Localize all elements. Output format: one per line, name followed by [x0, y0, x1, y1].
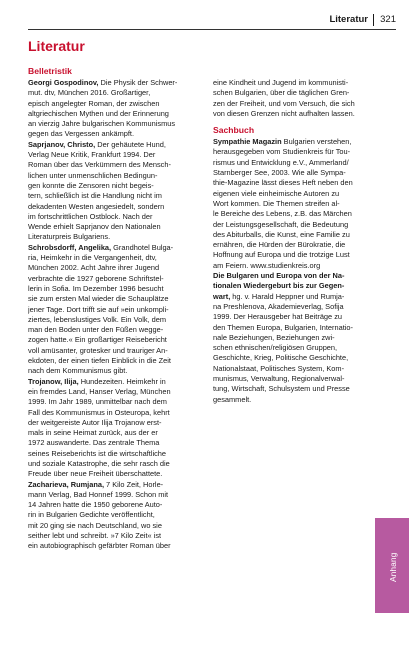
- right-column: [213, 78, 383, 405]
- running-header: [320, 12, 396, 28]
- text-line: [213, 199, 383, 209]
- entry-text: seither lebt und schreibt. »7 Kilo Zeit« ist: [28, 531, 162, 541]
- entry-text: Die Physik der Schwer-: [98, 78, 178, 87]
- entry-text: Freude über neue Freiheit überschattete.: [28, 469, 163, 479]
- text-line: [213, 220, 383, 230]
- entry-text: Roman über das Verkümmern des Mensch-: [28, 160, 171, 170]
- chapter-tab-label: Anhang: [388, 552, 398, 582]
- text-line: [28, 480, 204, 490]
- text-line: [28, 438, 204, 448]
- header-rule: [28, 29, 396, 30]
- entry-text: ein fremdes Land, Hanser Verlag, München: [28, 386, 171, 396]
- entry-text: tung, Wirtschaft, Schulsystem und Presse: [213, 384, 350, 394]
- text-line: [213, 189, 383, 199]
- entry-text: seines Reiseberichts ist die wirtschaftliche: [28, 448, 167, 458]
- text-line: [28, 305, 204, 315]
- text-line: [28, 377, 204, 387]
- entry-text: zogen hatte.« Ein großartiger Reisebericht: [28, 335, 167, 345]
- entry-text: Literaturpreis Bulgariens.: [28, 232, 111, 242]
- left-column: [28, 66, 204, 552]
- header-separator: [373, 14, 374, 26]
- entry-text: mals in seine Heimat zurück, aus der er: [28, 428, 158, 438]
- text-line: [28, 490, 204, 500]
- entry-text: Starnberger See, 2003. Wie alle Sympa-: [213, 168, 346, 178]
- entry-text: ziertes, lebenslustiges Volk. Ein Volk, dem: [28, 314, 167, 324]
- right-column-text: [213, 137, 383, 405]
- entry-author: Georgi Gospodinov,: [28, 78, 99, 87]
- section-title-sachbuch: Sachbuch: [213, 125, 255, 136]
- text-line: [213, 230, 383, 240]
- text-line: [28, 500, 204, 510]
- text-line: [213, 178, 383, 188]
- text-line: [28, 294, 204, 304]
- entry-text: mann Verlag, Bad Honnef 1999. Schon mit: [28, 489, 169, 499]
- entry-text: altgriechischen Mythen und der Erinnerung: [28, 108, 169, 118]
- entry-text: zen der Freiheit, und vom Versuch, die sich: [213, 98, 355, 108]
- entry-text: Der gehäutete Hund,: [95, 139, 166, 149]
- entry-text: ria, Heimkehr in die Vergangenheit, dtv,: [28, 253, 157, 263]
- entry-text: Wende erhielt Saprjanov den Nationalen: [28, 222, 161, 232]
- entry-text: 14 Jahren hatte die 1950 geborene Auto-: [28, 500, 163, 510]
- entry-text: ein autobiographisch gefärbter Roman über: [28, 541, 171, 551]
- entry-author: Trojanow, Ilija,: [28, 376, 79, 386]
- text-line: [28, 449, 204, 459]
- text-line: [28, 222, 204, 232]
- entry-text: episch angelegter Roman, der zwischen: [28, 98, 160, 108]
- entry-text: mit 20 ging sie nach Deutschland, wo sie: [28, 520, 162, 530]
- text-line: [213, 209, 383, 219]
- text-line: [28, 469, 204, 479]
- text-line: [28, 387, 204, 397]
- text-line: [28, 99, 204, 109]
- text-line: [28, 397, 204, 407]
- entry-text: Hundezeiten. Heimkehr in: [78, 376, 166, 386]
- text-line: [28, 459, 204, 469]
- entry-text: mut. dtv, München 2016. Großartiger,: [28, 88, 151, 98]
- entry-text: der Leistungsgesellschaft, die Bedeutung: [213, 219, 349, 229]
- text-line: [28, 212, 204, 222]
- entry-author: tionalen Wiedergeburt bis zur Gegen-: [213, 281, 345, 291]
- text-line: [28, 78, 204, 88]
- entry-text: rismus und Entwicklung e.V., Ammerland/: [213, 157, 349, 167]
- text-line: [213, 384, 383, 394]
- page-title: Literatur: [28, 38, 85, 54]
- entry-text: 1999. Der Herausgeber hat Beiträge zu: [213, 312, 343, 322]
- section-title-belletristik: Belletristik: [28, 66, 72, 76]
- entry-text: schen Bulgarien, über die täglichen Gren-: [213, 88, 350, 98]
- text-line: [28, 171, 204, 181]
- text-line: [213, 374, 383, 384]
- entry-text: ekdoten, der einen tiefen Einblick in die Zeit: [28, 356, 171, 366]
- text-line: [28, 160, 204, 170]
- entry-text: nach dem Kommunismus gibt.: [28, 366, 128, 376]
- entry-text: rin in Bulgarien Gedichte veröffentlicht,: [28, 510, 155, 520]
- entry-text: Geschichte, Krieg, Politische Geschichte,: [213, 353, 349, 363]
- text-line: [28, 346, 204, 356]
- text-line: [28, 418, 204, 428]
- text-line: [213, 147, 383, 157]
- entry-text: von diesen Grenzen nicht aufhalten lassen.: [213, 108, 355, 118]
- text-line: [28, 191, 204, 201]
- text-line: [28, 541, 204, 551]
- text-line: [28, 428, 204, 438]
- entry-text: hg. v. Harald Heppner und Rumja-: [230, 291, 345, 301]
- entry-text: nale Beziehungen, Beziehungen zwi-: [213, 332, 335, 342]
- entry-text: der weitgereiste Autor Ilija Trojanow erst-: [28, 417, 162, 427]
- entry-text: lichen unter unmenschlichen Bedingun-: [28, 170, 158, 180]
- entry-text: dekadenten Westen angesiedelt, sondern: [28, 201, 165, 211]
- entry-text: Fall des Kommunismus in Osteuropa, kehrt: [28, 407, 170, 417]
- entry-text: sie zum ersten Mal wieder die Schauplätze: [28, 294, 169, 304]
- page-number: 321: [380, 14, 396, 25]
- text-line: [213, 302, 383, 312]
- entry-text: verbrachte die 1927 geborene Schriftstel-: [28, 273, 164, 283]
- text-line: [28, 202, 204, 212]
- entry-text: Bulgarien verstehen,: [281, 137, 352, 147]
- entry-text: gegen das Vergessen ankämpft.: [28, 129, 135, 139]
- entry-author: Schrobsdorff, Angelika,: [28, 242, 112, 252]
- text-line: [213, 261, 383, 271]
- entry-text: 1999. Im Jahr 1989, unmittelbar nach dem: [28, 397, 167, 407]
- entry-text: lerin in Sofia. Im Dezember 1996 besucht: [28, 283, 164, 293]
- text-line: [28, 263, 204, 273]
- text-line: [28, 181, 204, 191]
- entry-text: am Feiern. www.studienkreis.org: [213, 260, 321, 270]
- entry-text: gesammelt.: [213, 394, 252, 404]
- entry-text: Hoffnung auf Europa und die trotzige Lust: [213, 250, 350, 260]
- text-line: [213, 395, 383, 405]
- text-line: [28, 232, 204, 242]
- text-line: [28, 109, 204, 119]
- entry-author: Sympathie Magazin: [213, 137, 282, 147]
- entry-text: Nationalstaat, Politisches System, Kom-: [213, 363, 345, 373]
- entry-text: 1972 auswanderte. Das zentrale Thema: [28, 438, 160, 448]
- text-line: [213, 158, 383, 168]
- entry-author: Zacharieva, Rumjana,: [28, 479, 104, 489]
- text-line: [28, 150, 204, 160]
- entry-text: thie-Magazine lässt dieses Heft neben den: [213, 178, 353, 188]
- entry-text: im fortschrittlichen Ostblock. Nach der: [28, 211, 153, 221]
- text-line: [213, 281, 383, 291]
- entry-text: Grandhotel Bulga-: [111, 242, 174, 252]
- text-line: [213, 99, 383, 109]
- text-line: [28, 88, 204, 98]
- entry-text: man den Boden unter den Füßen wegge-: [28, 325, 164, 335]
- text-line: [213, 137, 383, 147]
- entry-text: na Preshlenova, Akademieverlag, Sofija: [213, 301, 344, 311]
- left-column-text: [28, 78, 204, 552]
- entry-text: schen ethnischen/religiösen Gruppen,: [213, 343, 338, 353]
- text-line: [213, 271, 383, 281]
- entry-text: eigenen viele einheimische Autoren zu: [213, 188, 340, 198]
- entry-text: 7 Kilo Zeit, Horle-: [104, 479, 164, 489]
- text-line: [28, 253, 204, 263]
- text-line: [213, 109, 383, 119]
- text-line: [28, 531, 204, 541]
- entry-text: tern, schließlich ist die Handlung nicht im: [28, 191, 162, 201]
- entry-text: munismus, Verwaltung, Regionalverwal-: [213, 374, 345, 384]
- text-line: [28, 243, 204, 253]
- entry-text: ernähren, die Hürden der Bürokratie, die: [213, 240, 346, 250]
- text-line: [213, 323, 383, 333]
- text-line: [28, 284, 204, 294]
- text-line: [28, 129, 204, 139]
- text-line: [28, 315, 204, 325]
- text-line: [213, 292, 383, 302]
- entry-author: Saprjanov, Christo,: [28, 139, 96, 149]
- text-line: [28, 366, 204, 376]
- text-line: [213, 240, 383, 250]
- text-line: [213, 333, 383, 343]
- running-header-title: Literatur: [329, 14, 368, 25]
- text-line: [213, 168, 383, 178]
- entry-text: an vierzig Jahre bulgarischen Kommunismus: [28, 119, 176, 129]
- entry-text: des Abiturballs, die Kunst, eine Familie zu: [213, 229, 350, 239]
- entry-text: und soziale Katastrophe, die sehr rasch die: [28, 458, 170, 468]
- entry-text: eine Kindheit und Jugend im kommunisti-: [213, 78, 349, 87]
- right-column-continued-text: [213, 78, 383, 119]
- text-line: [213, 364, 383, 374]
- text-line: [28, 335, 204, 345]
- text-line: [28, 510, 204, 520]
- entry-text: Verlag Neue Kritik, Frankfurt 1994. Der: [28, 150, 156, 160]
- entry-text: le Bereiche des Lebens, z.B. das Märchen: [213, 209, 352, 219]
- text-line: [213, 250, 383, 260]
- text-line: [28, 408, 204, 418]
- text-line: [213, 353, 383, 363]
- text-line: [213, 88, 383, 98]
- entry-text: München 2002. Acht Jahre ihrer Jugend: [28, 263, 160, 273]
- text-line: [213, 312, 383, 322]
- entry-text: herausgegeben vom Studienkreis für Tou-: [213, 147, 351, 157]
- entry-author: Die Bulgaren und Europa von der Na-: [213, 271, 345, 281]
- text-line: [28, 356, 204, 366]
- entry-text: jener Tage. Dort trifft sie auf »ein unkompli-: [28, 304, 169, 314]
- text-line: [28, 140, 204, 150]
- text-line: [28, 274, 204, 284]
- entry-text: gen konnte die Zensoren nicht begeis-: [28, 180, 154, 190]
- text-line: [28, 521, 204, 531]
- entry-text: Wort kommen. Die Themen streifen al-: [213, 198, 340, 208]
- text-line: [213, 78, 383, 88]
- text-line: [213, 343, 383, 353]
- entry-author: wart,: [213, 291, 231, 301]
- text-line: [28, 325, 204, 335]
- text-line: [28, 119, 204, 129]
- entry-text: den Themen Europa, Bulgarien, Internatio-: [213, 322, 353, 332]
- entry-text: voll amüsanter, grotesker und trauriger An-: [28, 345, 168, 355]
